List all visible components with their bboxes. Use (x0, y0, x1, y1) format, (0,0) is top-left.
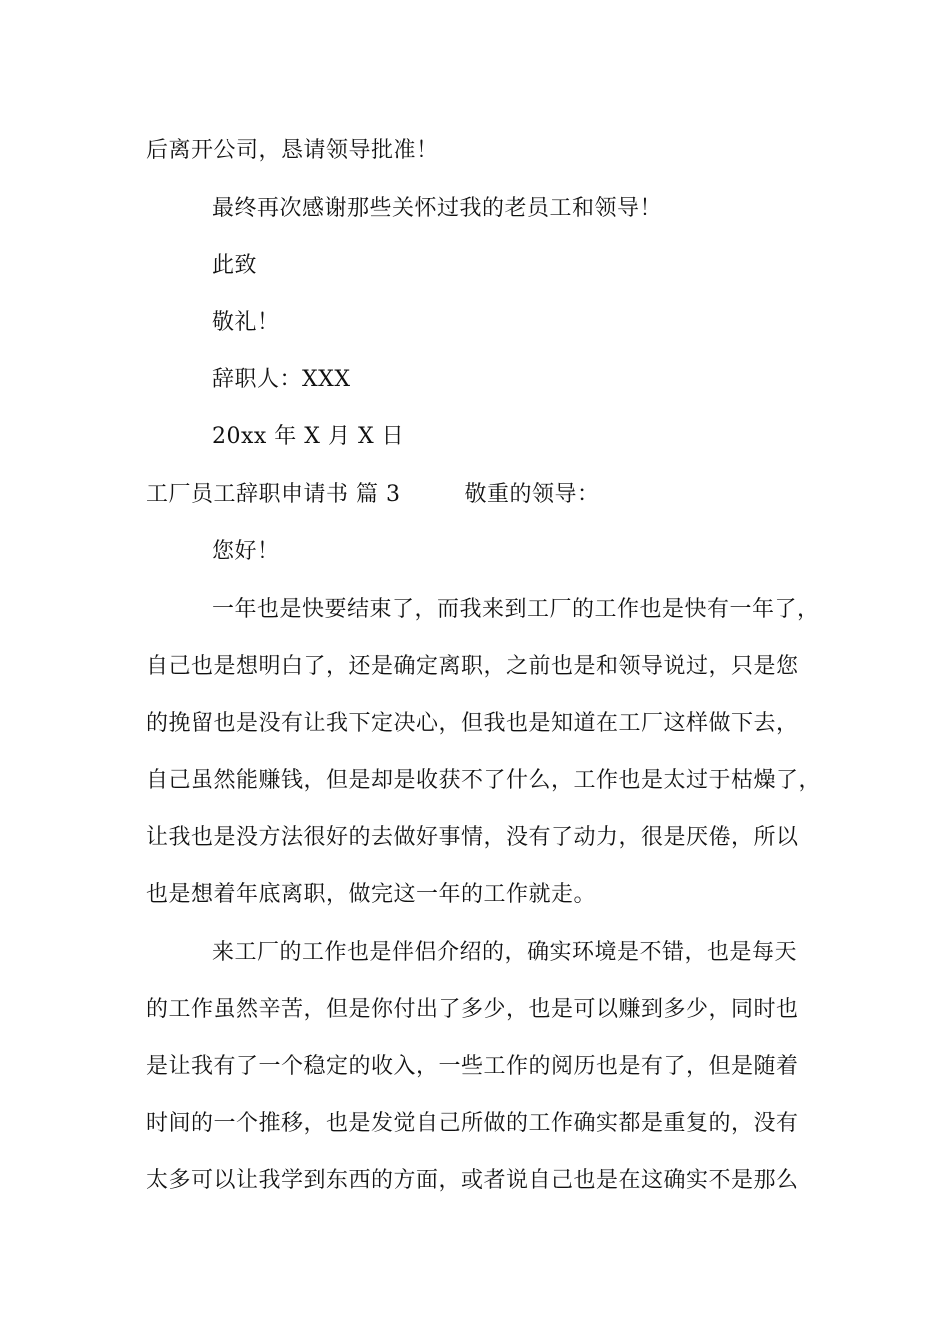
closing-salutation: 此致 (212, 253, 258, 278)
date-line: 20xx 年 X 月 X 日 (212, 424, 405, 449)
paragraph-line: 是让我有了一个稳定的收入，一些工作的阅历也是有了，但是随着 (146, 1054, 799, 1079)
paragraph-line: 的挽留也是没有让我下定决心，但我也是知道在工厂这样做下去， (146, 711, 799, 736)
paragraph-line: 的工作虽然辛苦，但是你付出了多少，也是可以赚到多少，同时也 (146, 997, 799, 1022)
salutation: 敬重的领导： (464, 482, 600, 507)
paragraph-line: 自己也是想明白了，还是确定离职，之前也是和领导说过，只是您 (146, 654, 799, 679)
section-title: 工厂员工辞职申请书 篇 3 (146, 482, 401, 507)
text-line: 后离开公司，恳请领导批准！ (146, 138, 439, 163)
paragraph-line: 太多可以让我学到东西的方面，或者说自己也是在这确实不是那么 (146, 1168, 799, 1193)
greeting: 您好！ (212, 539, 280, 564)
paragraph-line: 一年也是快要结束了，而我来到工厂的工作也是快有一年了， (212, 597, 820, 622)
section-heading (146, 480, 600, 510)
closing-regards: 敬礼！ (212, 310, 280, 335)
paragraph-line: 自己虽然能赚钱，但是却是收获不了什么，工作也是太过于枯燥了， (146, 768, 822, 793)
paragraph-line: 时间的一个推移，也是发觉自己所做的工作确实都是重复的，没有 (146, 1111, 799, 1136)
paragraph-line: 也是想着年底离职，做完这一年的工作就走。 (146, 882, 597, 907)
paragraph-line: 让我也是没方法很好的去做好事情，没有了动力，很是厌倦，所以 (146, 825, 799, 850)
resigner-signature: 辞职人：XXX (212, 367, 351, 392)
text-line: 最终再次感谢那些关怀过我的老员工和领导！ (212, 196, 663, 221)
paragraph-line: 来工厂的工作也是伴侣介绍的，确实环境是不错，也是每天 (212, 940, 798, 965)
